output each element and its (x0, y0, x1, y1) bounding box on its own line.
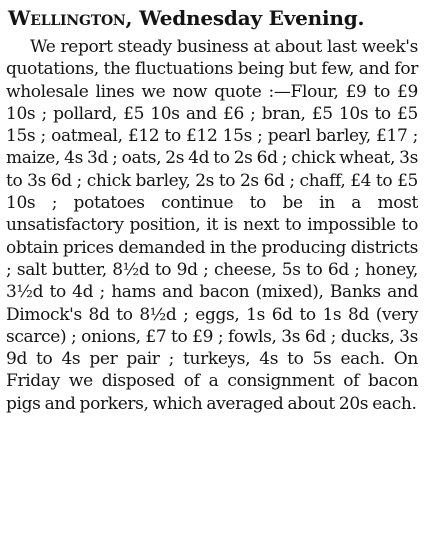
article-body: We report steady business at about last week's quotations, the fluctuations being but few, and for wholesale lines we now quote :—Flour, £9 to £9 10s ; pollard, £5 10s and £6 ; bran, £5 10s to £5 15s ; oatmeal, £12 to £12 15s ; pearl barley, £17 ; maize, 4s 3d ; oats, 2s 4d to 2s 6d ; chick wheat, 3s to 3s 6d ; chick barley, 2s to 2s 6d ; chaff, £4 to £5 10s ; potatoes continue to be in a most unsatisfactory position, it is next to impossible to obtain prices demanded in the producing districts ; salt butter, 8½d to 9d ; cheese, 5s to 6d ; honey, 3½d to 4d ; hams and bacon (mixed), Banks and Dimock's 8d to 8½d ; eggs, 1s 6d to 1s 8d (very scarce) ; onions, £7 to £9 ; fowls, 3s 6d ; ducks, 3s 9d to 4s per pair ; turkeys, 4s to 5s each. On Friday we disposed of a consignment of bacon pigs and porkers, which averaged about 20s each. (6, 37, 418, 414)
dateline-day-time: Wednesday Evening. (139, 6, 365, 30)
article-dateline (6, 4, 418, 32)
dateline-place: Wellington, (8, 6, 133, 30)
